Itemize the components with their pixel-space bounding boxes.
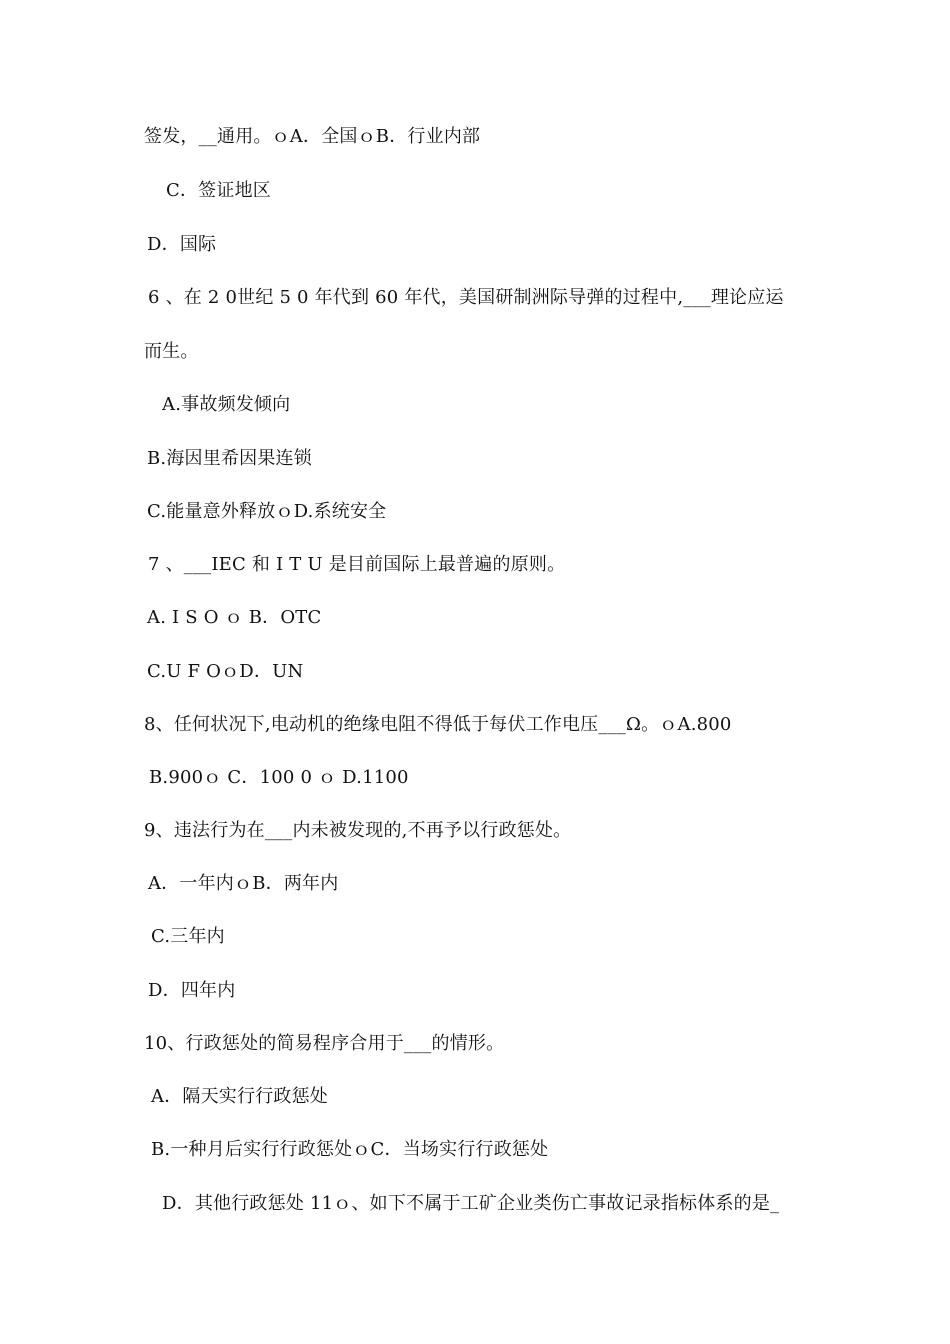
text-line-5: 而生。 <box>144 341 199 362</box>
text-line-16: C.三年内 <box>151 926 225 947</box>
text-line-10: A. I S O ｏ B．OTC <box>147 607 322 628</box>
text-line-3: D．国际 <box>147 234 217 255</box>
text-line-20: B.一种月后实行行政惩处ｏC．当场实行行政惩处 <box>151 1139 549 1160</box>
text-line-17: D．四年内 <box>148 980 236 1001</box>
text-line-8: C.能量意外释放ｏD.系统安全 <box>147 501 387 522</box>
text-line-18: 10、行政惩处的简易程序合用于___的情形。 <box>144 1033 505 1054</box>
text-line-14: 9、违法行为在___内未被发现的,不再予以行政惩处。 <box>144 820 572 841</box>
text-line-11: C.U F OｏD．UN <box>147 661 304 682</box>
text-line-12: 8、任何状况下,电动机的绝缘电阻不得低于每伏工作电压___Ω。ｏA.800 <box>144 714 732 735</box>
text-line-2: C．签证地区 <box>166 180 271 201</box>
text-line-9: 7 、___IEC 和 I T U 是目前国际上最普遍的原则。 <box>148 554 566 575</box>
text-line-7: B.海因里希因果连锁 <box>147 448 312 469</box>
text-line-13: B.900ｏ C．100 0 ｏ D.1100 <box>149 767 409 788</box>
text-line-15: A．一年内ｏB．两年内 <box>148 873 339 894</box>
text-line-21: D．其他行政惩处 11ｏ、如下不属于工矿企业类伤亡事故记录指标体系的是_ <box>162 1193 780 1214</box>
text-line-1: 签发，__通用。ｏA．全国ｏB．行业内部 <box>144 126 481 147</box>
text-line-6: A.事故频发倾向 <box>162 394 291 415</box>
text-line-19: A．隔天实行行政惩处 <box>151 1086 328 1107</box>
text-line-4: 6 、在 2 0世纪 5 0 年代到 60 年代，美国研制洲际导弹的过程中,___理论应运 <box>148 287 784 308</box>
